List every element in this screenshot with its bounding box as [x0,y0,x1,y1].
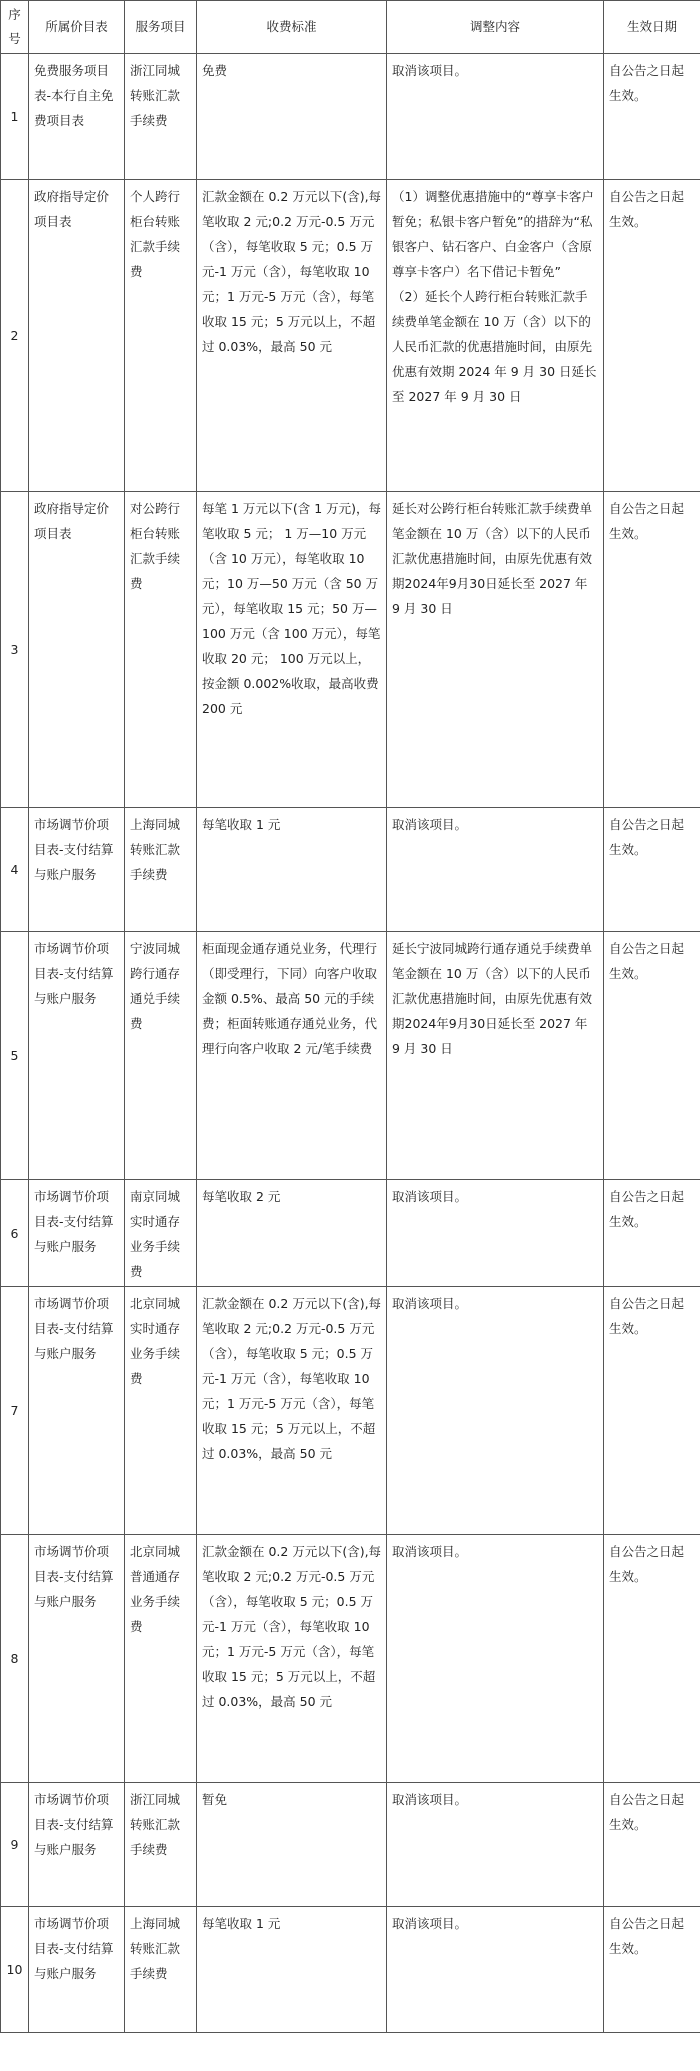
row-effective: 自公告之日起生效。 [604,1287,700,1535]
row-effective: 自公告之日起生效。 [604,808,700,932]
table-row [1,1535,700,1783]
row-adjustment [387,1783,604,1907]
header-service: 服务项目 [125,1,197,54]
row-standard: 每笔收取 1 元 [197,808,387,932]
row-service: 上海同城转账汇款手续费 [125,1907,197,2033]
row-adjustment [387,1287,604,1535]
row-adjustment [387,54,604,180]
header-standard: 收费标准 [197,1,387,54]
row-category: 政府指导定价项目表 [29,180,125,492]
row-index: 9 [1,1783,29,1907]
row-effective: 自公告之日起生效。 [604,932,700,1180]
row-adjustment [387,180,604,492]
row-index: 5 [1,932,29,1180]
table-row [1,1287,700,1535]
table-row [1,808,700,932]
row-category: 市场调节价项目表-支付结算与账户服务 [29,1535,125,1783]
row-index: 4 [1,808,29,932]
header-effective: 生效日期 [604,1,700,54]
table-row [1,1180,700,1287]
row-standard: 汇款金额在 0.2 万元以下(含),每笔收取 2 元;0.2 万元-0.5 万元（含），每笔收取 5 元；0.5 万元-1 万元（含），每笔收取 10 元；1 万元-5 万元（含），每笔收取 15 元；5 万元以上，不超过 0.03%，最高 50 元 [197,180,387,492]
adjustment-paragraph: 延长宁波同城跨行通存通兑手续费单笔金额在 10 万（含）以下的人民币汇款优惠措施时间，由原先优惠有效期2024年9月30日延长至 2027 年 9 月 30 日 [392,941,593,1056]
adjustment-paragraph: 取消该项目。 [392,1189,468,1204]
row-adjustment [387,1535,604,1783]
adjustment-paragraph: 取消该项目。 [392,63,468,78]
table-row [1,1783,700,1907]
row-service: 南京同城实时通存业务手续费 [125,1180,197,1287]
row-index: 2 [1,180,29,492]
row-service: 宁波同城跨行通存通兑手续费 [125,932,197,1180]
adjustment-paragraph: （1）调整优惠措施中的“尊享卡客户暂免；私银卡客户暂免”的措辞为“私银客户、钻石客户、白金客户（含原尊享卡客户）名下借记卡暂免” [392,189,594,279]
row-service: 北京同城实时通存业务手续费 [125,1287,197,1535]
row-effective: 自公告之日起生效。 [604,492,700,808]
table-row [1,932,700,1180]
row-standard: 每笔 1 万元以下(含 1 万元)，每笔收取 5 元； 1 万—10 万元（含 10 万元），每笔收取 10 元；10 万—50 万元（含 50 万元），每笔收取 15 元；50 万—100 万元（含 100 万元），每笔收取 20 元； 100 万元以上，按金额 0.002%收取，最高收费 200 元 [197,492,387,808]
adjustment-paragraph: 延长对公跨行柜台转账汇款手续费单笔金额在 10 万（含）以下的人民币汇款优惠措施时间，由原先优惠有效期2024年9月30日延长至 2027 年 9 月 30 日 [392,501,593,616]
row-effective: 自公告之日起生效。 [604,1907,700,2033]
row-standard: 汇款金额在 0.2 万元以下(含),每笔收取 2 元;0.2 万元-0.5 万元（含），每笔收取 5 元；0.5 万元-1 万元（含），每笔收取 10 元；1 万元-5 万元（含），每笔收取 15 元；5 万元以上，不超过 0.03%，最高 50 元 [197,1287,387,1535]
row-index: 3 [1,492,29,808]
row-effective: 自公告之日起生效。 [604,1783,700,1907]
row-category: 市场调节价项目表-支付结算与账户服务 [29,1783,125,1907]
adjustment-paragraph: 取消该项目。 [392,1544,468,1559]
adjustment-paragraph: 取消该项目。 [392,1296,468,1311]
row-adjustment [387,1180,604,1287]
row-service: 上海同城转账汇款手续费 [125,808,197,932]
table-header-row [1,1,700,54]
row-adjustment [387,492,604,808]
row-category: 免费服务项目表-本行自主免费项目表 [29,54,125,180]
table-row [1,54,700,180]
table-row [1,180,700,492]
row-standard: 每笔收取 1 元 [197,1907,387,2033]
row-category: 政府指导定价项目表 [29,492,125,808]
row-service: 浙江同城转账汇款手续费 [125,1783,197,1907]
row-effective: 自公告之日起生效。 [604,180,700,492]
row-index: 1 [1,54,29,180]
adjustment-paragraph: 取消该项目。 [392,1916,468,1931]
row-service: 个人跨行柜台转账汇款手续费 [125,180,197,492]
header-index: 序号 [1,1,29,54]
adjustment-paragraph: 取消该项目。 [392,817,468,832]
header-adjustment: 调整内容 [387,1,604,54]
row-index: 10 [1,1907,29,2033]
row-service: 北京同城普通通存业务手续费 [125,1535,197,1783]
row-adjustment [387,808,604,932]
row-category: 市场调节价项目表-支付结算与账户服务 [29,1287,125,1535]
row-category: 市场调节价项目表-支付结算与账户服务 [29,1180,125,1287]
row-service: 浙江同城转账汇款手续费 [125,54,197,180]
row-index: 7 [1,1287,29,1535]
row-service: 对公跨行柜台转账汇款手续费 [125,492,197,808]
row-effective: 自公告之日起生效。 [604,1180,700,1287]
row-index: 6 [1,1180,29,1287]
row-category: 市场调节价项目表-支付结算与账户服务 [29,808,125,932]
row-effective: 自公告之日起生效。 [604,1535,700,1783]
row-effective: 自公告之日起生效。 [604,54,700,180]
row-category: 市场调节价项目表-支付结算与账户服务 [29,932,125,1180]
table-row [1,1907,700,2033]
row-standard: 柜面现金通存通兑业务，代理行（即受理行，下同）向客户收取金额 0.5%、最高 50 元的手续费；柜面转账通存通兑业务，代理行向客户收取 2 元/笔手续费 [197,932,387,1180]
row-standard: 汇款金额在 0.2 万元以下(含),每笔收取 2 元;0.2 万元-0.5 万元（含），每笔收取 5 元；0.5 万元-1 万元（含），每笔收取 10 元；1 万元-5 万元（含），每笔收取 15 元；5 万元以上，不超过 0.03%，最高 50 元 [197,1535,387,1783]
table-row [1,492,700,808]
row-standard: 暂免 [197,1783,387,1907]
row-adjustment [387,1907,604,2033]
row-index: 8 [1,1535,29,1783]
row-adjustment [387,932,604,1180]
row-standard: 每笔收取 2 元 [197,1180,387,1287]
adjustment-paragraph: （2）延长个人跨行柜台转账汇款手续费单笔金额在 10 万（含）以下的人民币汇款的优惠措施时间，由原先优惠有效期 2024 年 9 月 30 日延长至 2027 年 9 月 30 日 [392,289,597,404]
adjustment-paragraph: 取消该项目。 [392,1792,468,1807]
header-category: 所属价目表 [29,1,125,54]
row-standard: 免费 [197,54,387,180]
row-category: 市场调节价项目表-支付结算与账户服务 [29,1907,125,2033]
